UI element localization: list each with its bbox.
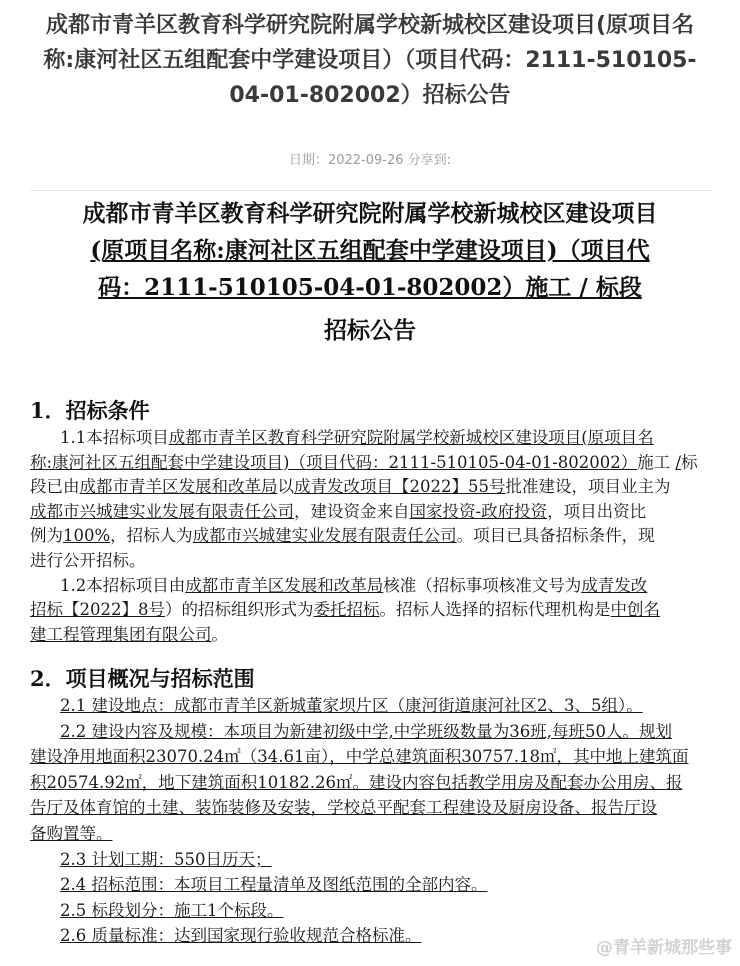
section-1-body bbox=[30, 426, 720, 647]
text-line bbox=[30, 574, 720, 599]
text-line bbox=[30, 795, 720, 821]
underlined-text: 成都市兴城建实业发展有限责任公司 bbox=[192, 526, 457, 546]
text-segment: 1.1本招标项目 bbox=[60, 428, 169, 447]
text-segment: 批准建设，项目业主为 bbox=[505, 477, 671, 497]
underlined-text: 备购置等。 bbox=[30, 823, 113, 843]
underlined-text: 2.5 标段划分：施工1个标段。 bbox=[60, 900, 284, 920]
text-segment: 。招标人选择的招标代理机构是 bbox=[379, 600, 611, 620]
doc-title-line: (原项目名称:康河社区五组配套中学建设项目)（项目代 bbox=[90, 237, 650, 264]
text-line bbox=[30, 426, 720, 451]
underlined-text: 2.1 建设地点：成都市青羊区新城董家坝片区（康河街道康河社区2、3、5组）。 bbox=[60, 696, 643, 715]
title-line: 04-01-802002）招标公告 bbox=[229, 83, 511, 108]
doc-title-line: 码：2111-510105-04-01-802002）施工 / 标段 bbox=[98, 274, 642, 301]
section-2-body bbox=[30, 693, 720, 949]
underlined-text: 2.4 招标范围：本项目工程量清单及图纸范围的全部内容。 bbox=[60, 875, 488, 895]
underlined-text: 成都市兴城建实业发展有限责任公司 bbox=[30, 501, 294, 521]
text-line bbox=[30, 500, 720, 525]
underlined-text: 称:康河社区五组配套中学建设项目)（项目代码：2111-510105-04-01-802002） bbox=[30, 452, 638, 472]
doc-title-line: 成都市青羊区教育科学研究院附属学校新城校区建设项目 bbox=[82, 200, 658, 227]
text-line bbox=[30, 549, 720, 574]
underlined-text: 成都市青羊区发展和改革局 bbox=[185, 575, 384, 595]
text-segment: 段已由 bbox=[30, 477, 80, 497]
underlined-text: 委托招标 bbox=[313, 600, 380, 620]
section-1-heading: 1．招标条件 bbox=[30, 398, 150, 423]
underlined-text: / bbox=[675, 452, 682, 472]
text-segment: 标 bbox=[681, 452, 698, 472]
text-segment: 施工 bbox=[637, 452, 676, 472]
underlined-text: 积20574.92㎡，地下建筑面积10182.26㎡。建设内容包括教学用房及配套办公用房、报 bbox=[30, 772, 683, 792]
date-share-line: 日期：2022-09-26 分享到: bbox=[288, 153, 452, 168]
title-line: 称:康河社区五组配套中学建设项目）（项目代码：2111-510105- bbox=[43, 48, 697, 73]
text-segment: 。 bbox=[211, 624, 228, 644]
text-line bbox=[30, 821, 720, 847]
text-line bbox=[30, 475, 720, 500]
underlined-text: 成青发改项目【2022】55号 bbox=[294, 477, 506, 497]
section-2-heading: 2．项目概况与招标范围 bbox=[30, 666, 255, 691]
underlined-text: 中创名 bbox=[610, 600, 660, 620]
text-line bbox=[30, 770, 720, 796]
article-title bbox=[0, 8, 740, 113]
text-line bbox=[30, 719, 720, 745]
text-line bbox=[30, 451, 720, 476]
text-segment: ，招标人为 bbox=[110, 526, 193, 546]
text-line bbox=[30, 872, 720, 898]
watermark: @青羊新城那些事 bbox=[596, 938, 732, 958]
underlined-text: 国家投资-政府投资 bbox=[409, 501, 548, 521]
title-line: 成都市青羊区教育科学研究院附属学校新城校区建设项目(原项目名 bbox=[45, 13, 695, 38]
underlined-text: 2.6 质量标准：达到国家现行验收规范合格标准。 bbox=[60, 926, 422, 946]
underlined-text: 告厅及体育馆的土建、装饰装修及安装，学校总平配套工程建设及厨房设备、报告厅设 bbox=[30, 798, 657, 818]
underlined-text: 成青发改 bbox=[581, 575, 648, 595]
text-segment: ，建设资金来自 bbox=[294, 501, 410, 521]
underlined-text: 2.3 计划工期：550日历天； bbox=[60, 849, 272, 869]
text-segment: 例为 bbox=[30, 526, 63, 546]
text-line bbox=[30, 847, 720, 873]
underlined-text: 建工程管理集团有限公司 bbox=[30, 624, 212, 644]
text-segment: 进行公开招标。 bbox=[30, 550, 146, 570]
underlined-text: 建设净用地面积23070.24㎡（34.61亩），中学总建筑面积30757.18㎡，其中地上建筑面 bbox=[30, 747, 689, 767]
doc-subtitle: 招标公告 bbox=[324, 317, 416, 344]
text-segment: 核准（招标事项核准文号为 bbox=[383, 575, 582, 595]
text-line bbox=[30, 598, 720, 623]
underlined-text: 成都市青羊区发展和改革局 bbox=[79, 477, 278, 497]
underlined-text: 2.2 建设内容及规模：本项目为新建初级中学,中学班级数量为36班,每班50人。规划 bbox=[60, 721, 672, 741]
text-segment: ）的招标组织形式为 bbox=[165, 600, 314, 620]
text-segment: 以 bbox=[277, 477, 294, 497]
text-line bbox=[30, 898, 720, 924]
document-title bbox=[0, 195, 740, 349]
underlined-text: 招标【2022】8号 bbox=[30, 600, 165, 620]
underlined-text: 100% bbox=[63, 526, 111, 546]
text-line bbox=[30, 524, 720, 549]
underlined-text: 成都市青羊区教育科学研究院附属学校新城校区建设项目(原项目名 bbox=[168, 428, 654, 447]
text-line bbox=[30, 693, 720, 719]
text-segment: 1.2本招标项目由 bbox=[60, 575, 186, 595]
divider bbox=[30, 190, 712, 191]
text-line bbox=[30, 623, 720, 648]
text-segment: ，项目出资比 bbox=[547, 501, 647, 521]
text-segment: 。项目已具备招标条件，现 bbox=[456, 526, 655, 546]
text-line bbox=[30, 744, 720, 770]
